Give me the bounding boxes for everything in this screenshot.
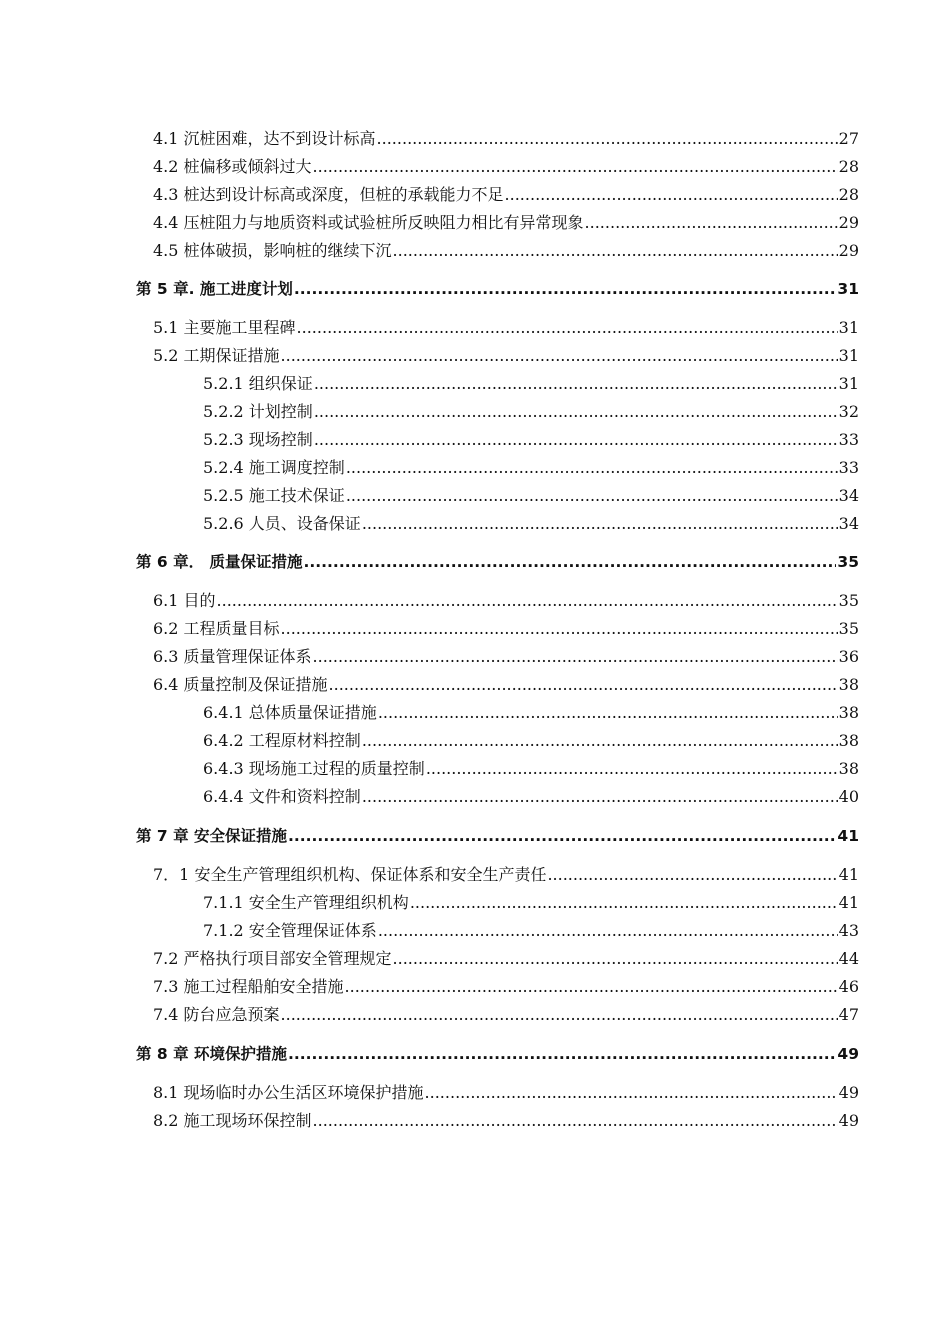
- toc-entry-title: 8.2 施工现场环保控制: [153, 1111, 312, 1130]
- toc-entry-title: 7．1 安全生产管理组织机构、保证体系和安全生产责任: [153, 865, 547, 884]
- toc-dot-leader: [313, 1111, 838, 1130]
- toc-entry-title: 5.2.4 施工调度控制: [203, 458, 345, 477]
- toc-page-number: 28: [838, 157, 859, 176]
- toc-page-number: 32: [838, 402, 859, 421]
- toc-section-entry[interactable]: [153, 315, 859, 337]
- toc-entry-title: 7.3 施工过程船舶安全措施: [153, 977, 344, 996]
- toc-dot-leader: [346, 486, 838, 505]
- toc-dot-leader: [329, 675, 838, 694]
- toc-entry-title: 7.4 防台应急预案: [153, 1005, 280, 1024]
- toc-section-entry[interactable]: [203, 371, 859, 393]
- toc-page-number: 49: [838, 1083, 859, 1102]
- toc-page-number: 31: [838, 374, 859, 393]
- toc-dot-leader: [377, 129, 838, 148]
- toc-page-number: 41: [837, 827, 859, 845]
- toc-entry-title: 7.2 严格执行项目部安全管理规定: [153, 949, 392, 968]
- toc-dot-leader: [314, 430, 838, 449]
- toc-entry-title: 6.3 质量管理保证体系: [153, 647, 312, 666]
- toc-page-number: 31: [837, 280, 859, 298]
- toc-dot-leader: [426, 759, 838, 778]
- toc-page-number: 34: [838, 486, 859, 505]
- toc-section-entry[interactable]: [153, 182, 859, 204]
- toc-page-number: 44: [838, 949, 859, 968]
- toc-section-entry[interactable]: [153, 238, 859, 260]
- toc-entry-title: 5.2.2 计划控制: [203, 402, 313, 421]
- toc-dot-leader: [362, 731, 838, 750]
- toc-entry-title: 第 7 章 安全保证措施: [136, 827, 287, 845]
- toc-entry-title: 6.4 质量控制及保证措施: [153, 675, 328, 694]
- toc-section-entry[interactable]: [203, 700, 859, 722]
- toc-section-entry[interactable]: [203, 756, 859, 778]
- toc-entry-title: 5.2.1 组织保证: [203, 374, 313, 393]
- toc-entry-title: 5.2.6 人员、设备保证: [203, 514, 361, 533]
- toc-page-number: 43: [838, 921, 859, 940]
- toc-entry-title: 第 5 章. 施工进度计划: [136, 280, 293, 298]
- toc-page-number: 29: [838, 241, 859, 260]
- toc-entry-title: 6.4.4 文件和资料控制: [203, 787, 361, 806]
- toc-dot-leader: [345, 977, 838, 996]
- toc-page-number: 41: [838, 865, 859, 884]
- toc-page-number: 28: [838, 185, 859, 204]
- toc-section-entry[interactable]: [153, 1108, 859, 1130]
- toc-entry-title: 4.3 桩达到设计标高或深度，但桩的承载能力不足: [153, 185, 504, 204]
- toc-page-number: 38: [838, 759, 859, 778]
- toc-entry-title: 6.4.2 工程原材料控制: [203, 731, 361, 750]
- toc-page-number: 34: [838, 514, 859, 533]
- toc-dot-leader: [303, 553, 836, 571]
- toc-page-number: 38: [838, 731, 859, 750]
- toc-entry-title: 4.2 桩偏移或倾斜过大: [153, 157, 312, 176]
- toc-dot-leader: [313, 157, 838, 176]
- toc-dot-leader: [314, 374, 838, 393]
- toc-page-number: 38: [838, 675, 859, 694]
- toc-page-number: 35: [838, 619, 859, 638]
- toc-chapter-entry[interactable]: [136, 550, 859, 572]
- toc-section-entry[interactable]: [153, 672, 859, 694]
- toc-page-number: 33: [838, 430, 859, 449]
- toc-page-number: 35: [838, 591, 859, 610]
- toc-dot-leader: [314, 402, 838, 421]
- toc-dot-leader: [288, 827, 836, 845]
- toc-page-number: 36: [838, 647, 859, 666]
- toc-entry-title: 4.4 压桩阻力与地质资料或试验桩所反映阻力相比有异常现象: [153, 213, 584, 232]
- toc-dot-leader: [217, 591, 838, 610]
- toc-page-number: 27: [838, 129, 859, 148]
- toc-entry-title: 7.1.1 安全生产管理组织机构: [203, 893, 409, 912]
- toc-dot-leader: [313, 647, 838, 666]
- toc-dot-leader: [294, 280, 837, 298]
- toc-entry-title: 7.1.2 安全管理保证体系: [203, 921, 377, 940]
- toc-page-number: 38: [838, 703, 859, 722]
- toc-section-entry[interactable]: [203, 728, 859, 750]
- toc-section-entry[interactable]: [203, 784, 859, 806]
- toc-section-entry[interactable]: [153, 210, 859, 232]
- toc-page-number: 47: [838, 1005, 859, 1024]
- toc-dot-leader: [410, 893, 838, 912]
- toc-section-entry[interactable]: [153, 588, 859, 610]
- toc-section-entry[interactable]: [153, 616, 859, 638]
- toc-section-entry[interactable]: [203, 890, 859, 912]
- toc-dot-leader: [288, 1045, 836, 1063]
- toc-section-entry[interactable]: [203, 918, 859, 940]
- toc-entry-title: 6.4.3 现场施工过程的质量控制: [203, 759, 425, 778]
- toc-page-number: 49: [838, 1111, 859, 1130]
- toc-dot-leader: [346, 458, 838, 477]
- toc-section-entry[interactable]: [153, 946, 859, 968]
- toc-entry-title: 第 8 章 环境保护措施: [136, 1045, 287, 1063]
- toc-dot-leader: [505, 185, 838, 204]
- toc-section-entry[interactable]: [203, 511, 859, 533]
- toc-section-entry[interactable]: [153, 862, 859, 884]
- toc-entry-title: 6.1 目的: [153, 591, 216, 610]
- toc-page-number: 29: [838, 213, 859, 232]
- toc-dot-leader: [393, 949, 838, 968]
- toc-chapter-entry[interactable]: [136, 824, 859, 846]
- toc-page-number: 49: [837, 1045, 859, 1063]
- toc-section-entry[interactable]: [153, 644, 859, 666]
- toc-entry-title: 5.2.5 施工技术保证: [203, 486, 345, 505]
- toc-section-entry[interactable]: [153, 1002, 859, 1024]
- toc-dot-leader: [378, 703, 838, 722]
- toc-entry-title: 6.2 工程质量目标: [153, 619, 280, 638]
- toc-section-entry[interactable]: [203, 483, 859, 505]
- toc-section-entry[interactable]: [203, 455, 859, 477]
- toc-dot-leader: [297, 318, 838, 337]
- toc-entry-title: 5.2 工期保证措施: [153, 346, 280, 365]
- toc-entry-title: 5.2.3 现场控制: [203, 430, 313, 449]
- toc-section-entry[interactable]: [203, 399, 859, 421]
- toc-dot-leader: [585, 213, 838, 232]
- toc-page-number: 41: [838, 893, 859, 912]
- toc-dot-leader: [425, 1083, 838, 1102]
- toc-dot-leader: [547, 865, 837, 884]
- toc-dot-leader: [281, 619, 838, 638]
- toc-dot-leader: [378, 921, 838, 940]
- toc-section-entry[interactable]: [153, 974, 859, 996]
- toc-section-entry[interactable]: [153, 154, 859, 176]
- toc-chapter-entry[interactable]: [136, 1042, 859, 1064]
- toc-dot-leader: [393, 241, 838, 260]
- toc-section-entry[interactable]: [203, 427, 859, 449]
- toc-dot-leader: [281, 346, 838, 365]
- toc-chapter-entry[interactable]: [136, 277, 859, 299]
- toc-section-entry[interactable]: [153, 1080, 859, 1102]
- toc-page-number: 31: [838, 318, 859, 337]
- toc-entry-title: 6.4.1 总体质量保证措施: [203, 703, 377, 722]
- toc-entry-title: 8.1 现场临时办公生活区环境保护措施: [153, 1083, 424, 1102]
- toc-dot-leader: [362, 514, 838, 533]
- toc-page-number: 33: [838, 458, 859, 477]
- toc-entry-title: 4.5 桩体破损，影响桩的继续下沉: [153, 241, 392, 260]
- toc-entry-title: 第 6 章． 质量保证措施: [136, 553, 303, 571]
- toc-entry-title: 4.1 沉桩困难，达不到设计标高: [153, 129, 376, 148]
- toc-dot-leader: [281, 1005, 838, 1024]
- toc-page-number: 31: [838, 346, 859, 365]
- toc-section-entry[interactable]: [153, 126, 859, 148]
- toc-page-number: 46: [838, 977, 859, 996]
- toc-page-number: 35: [837, 553, 859, 571]
- toc-entry-title: 5.1 主要施工里程碑: [153, 318, 296, 337]
- toc-dot-leader: [362, 787, 838, 806]
- toc-section-entry[interactable]: [153, 343, 859, 365]
- toc-page-number: 40: [838, 787, 859, 806]
